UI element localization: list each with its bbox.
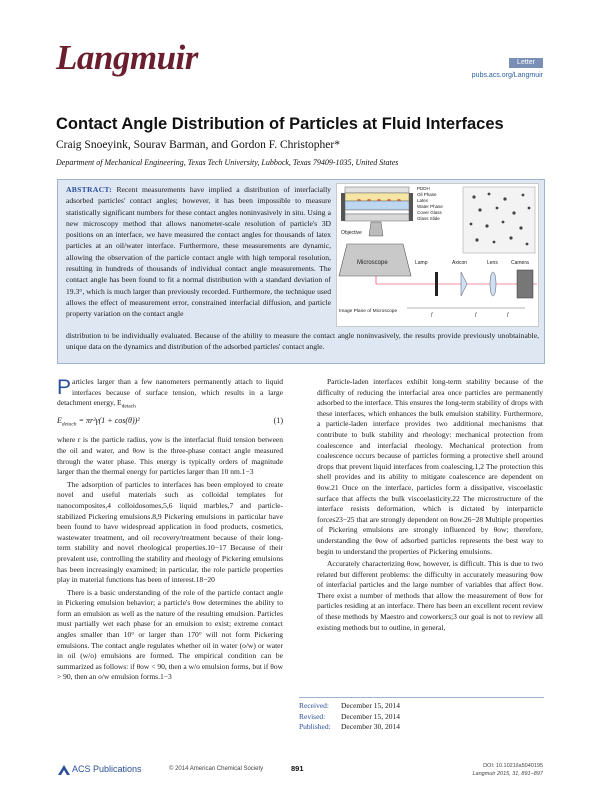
legend-item: Glass Slide	[417, 216, 440, 221]
journal-logo: Langmuir	[56, 38, 198, 77]
lamp-label: Lamp	[415, 260, 428, 266]
legend-item: Oil Phase	[417, 192, 437, 197]
objective-label: Objective	[341, 230, 362, 236]
acs-logo-icon	[58, 765, 70, 775]
image-plane-label: Image Plane of Microscope	[339, 309, 398, 314]
article-type-badge: Letter	[509, 58, 543, 68]
body-paragraph: Accurately characterizing θow, however, is difficult. This is due to two related but different problems: the difficulty in accurately measuring θow of interfacial particles and the large number of variables that affect θow. There exist a number of methods that allow the measurement of θow for particles residing at an interface. There has been an excellent recent review of these methods by Maestro and coworkers;3 our goal is not to review all existing methods but to outline, in general,	[317, 559, 543, 632]
intro-subscript: detach	[121, 403, 136, 410]
legend-item: Latex	[417, 198, 429, 203]
focal-label-lens: f	[431, 313, 433, 318]
toc-legend	[417, 186, 443, 221]
journal-url-link[interactable]: pubs.acs.org/Langmuir	[471, 72, 543, 79]
lamp-icon	[435, 272, 438, 296]
body-column-left	[57, 377, 283, 685]
legend-item: PDDH	[417, 186, 430, 191]
body-paragraph: where r is the particle radius, γow is the interfacial fluid tension between the oil and water, and θow is the three-phase contact angle measured through the water phase. This energy is typically orders of magnitude larger than the thermal energy for particles larger than 10 nm.1−3	[57, 435, 283, 477]
history-published: Published: December 30, 2014	[299, 722, 400, 731]
history-received: Received: December 15, 2014	[299, 701, 400, 710]
publisher-name: ACS Publications	[72, 764, 142, 774]
intro-paragraph	[57, 377, 283, 409]
article-authors: Craig Snoeyink, Sourav Barman, and Gordon F. Christopher*	[56, 139, 340, 151]
citation: Langmuir 2015, 31, 891−897	[472, 771, 543, 777]
focal-label-axicon: f	[475, 313, 477, 318]
body-column-right	[317, 377, 543, 635]
axicon-label: Axicon	[452, 260, 468, 266]
doi-link[interactable]: DOI: 10.1021/la5040195	[483, 763, 543, 769]
doi-info	[473, 762, 544, 778]
article-history	[299, 697, 544, 733]
body-paragraph: There is a basic understanding of the role of the particle contact angle in Pickering emulsion behavior; a particle's θow determines the ability to form an emulsion as well as the nature of the resulting emulsion. Particles must partially wet each phase for an emulsion to exist; extreme contact angles smaller than 10° or larger than 170° will not form Pickering emulsions. The contact angle regulates whether oil in water (o/w) or water in oil (w/o) emulsions are formed. The empirical condition can be summarized as follows: if θow < 90, then a w/o emulsion forms, but if θow > 90, then an o/w emulsion forms.1−3	[57, 587, 283, 682]
toc-graphic	[336, 183, 539, 327]
camera-label: Camera	[511, 260, 529, 266]
focal-label-camera: f	[507, 313, 509, 318]
microscope-label: Microscope	[357, 260, 388, 266]
copyright-notice: © 2014 American Chemical Society	[169, 766, 264, 772]
body-paragraph: Particle-laden interfaces exhibit long-term stability because of the difficulty of reducing the interfacial area once particles are permanently adsorbed to the interface. This ensures the long-term stability of drops with these interfaces, which enhances the bulk emulsion stability. Furthermore, a particle-laden interface provides two additional mechanisms that contribute to bulk stability and rheology: mechanical protection from coalescence and interfacial rheology. Mechanical protection from coalescence occurs because of particles forming a protective shell around drops that prevent liquid interfaces from coalescing.1,2 The protection this shell provides and its ability to mitigate coalescence are dependent on θow.21 Once on the interface, particles form a dissipative, viscoelastic surface that affects the bulk viscoelasticity.22 The microstructure of the interface resists deformation, which is dictated by interparticle forces23−25 that are strongly dependent on θow.26−28 Multiple properties of Pickering emulsions are strongly influenced by θow; therefore, understanding the θow of adsorbed particles represents the best way to begin to understand the properties of Pickering emulsions.	[317, 377, 543, 556]
body-paragraph: The adsorption of particles to interfaces has been employed to create novel and useful materials such as colloidal templates for nanocomposites,4 colloidosomes,5,6 liquid marbles,7 and particle-stabilized Pickering emulsions.8,9 Pickering emulsions in particular have been found to have widespread application in food products, cosmetics, wastewater treatment, and oil recovery/treatment because of their long-term stability and novel rheological properties.10−17 Because of their prevalent use, controlling the stability and rheology of Pickering emulsions has been increasingly examined; in particular, the role particle properties play in material functions has been of interest.18−20	[57, 479, 283, 585]
equation-body: $E_{detach} = \pi r^2\gamma(1 + \cos(\theta))^2$	[57, 415, 140, 428]
lens-label: Lens	[487, 260, 498, 266]
equation-number: (1)	[273, 415, 283, 425]
abstract-text	[66, 184, 331, 320]
equation-1	[57, 416, 283, 427]
intro-text: articles larger than a few nanometers permanently attach to liquid interfaces because of surface tension, which results in a large detachment energy, E	[57, 377, 283, 408]
objective-icon	[369, 222, 383, 236]
toc-graphic-svg	[337, 184, 540, 328]
sample-stack-diagram	[341, 187, 413, 221]
legend-item: Cover Glass	[417, 210, 442, 215]
abstract-label: ABSTRACT:	[66, 185, 113, 194]
article-title: Contact Angle Distribution of Particles at Fluid Interfaces	[56, 115, 504, 133]
history-revised: Revised: December 15, 2014	[299, 711, 400, 721]
page-number: 891	[291, 764, 304, 773]
acs-publications-logo[interactable]	[58, 764, 142, 775]
legend-item: Water Phase	[417, 204, 443, 209]
axicon-icon	[461, 272, 467, 296]
lens-icon	[490, 272, 496, 296]
author-affiliation: Department of Mechanical Engineering, Texas Tech University, Lubbock, Texas 79409-1035, United States	[56, 158, 399, 167]
camera-icon	[517, 270, 533, 298]
dropcap-letter: P	[57, 376, 72, 399]
abstract-body: Recent measurements have implied a distribution of interfacially adsorbed particles' contact angles; however, it has been impossible to measure statistically significant numbers for these contact angles noninvasively in situ. Using a new microscopy method that allows nanometer-scale resolution of particle's 3D positions on an interface, we have measured the contact angles for thousands of latex particles at an oil/water interface. Furthermore, these measurements are dynamic, allowing the observation of the particle contact angle with high temporal resolution, resulting in hundreds of thousands of individual contact angle measurements. The contact angle has been found to fit a normal distribution with a standard deviation of 19.3°, which is much larger than previously recorded. Furthermore, the technique used allows the effect of measurement error, constrained interfacial diffusion, and particle property variation on the contact angle	[66, 185, 331, 319]
abstract-text-tail: distribution to be individually evaluated. Because of the ability to measure the contact angle noninvasively, the results provide previously unobtainable, unique data on the dynamics and distribution of the adsorbed particles' contact angle.	[66, 331, 539, 352]
